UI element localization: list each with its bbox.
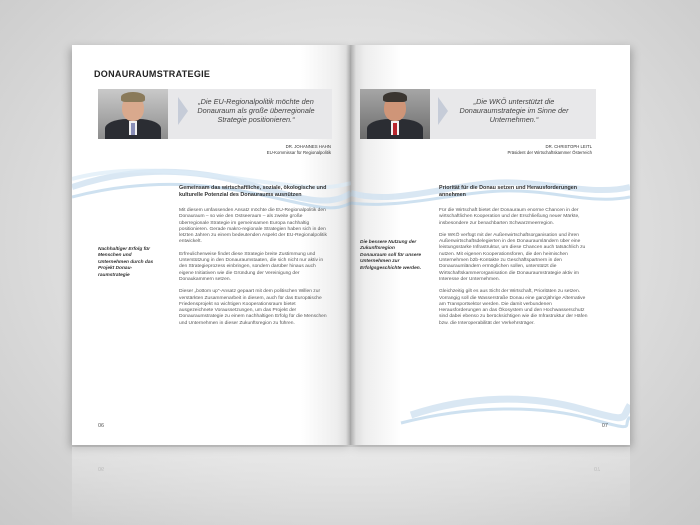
wave-decoration-bottom [351,375,630,435]
body-text [179,208,329,333]
reflected-page-number: 07 [594,465,601,471]
portrait-photo [360,89,430,139]
paragraph: Für die Wirtschaft bietet der Donauraum enorme Chancen in der wirtschaftlichen Kooperation und der Erschließung neuer Märkte, insbesondere zur benachbarten Schwarzmeerregion. [439,208,580,226]
side-note: Die bessere Nutzung der Zukunftsregion Donauraum soll für unsere Unternehmen zur Erfolgsgeschichte werden. [360,240,422,271]
table-reflection [72,447,630,525]
section-title: DONAURAUMSTRATEGIE [94,69,211,79]
page-number: 07 [601,423,608,429]
quote-attribution [507,144,592,156]
left-page [72,45,351,445]
right-page [351,45,630,445]
quote-name: DR. CHRISTOPH LEITL [545,144,592,149]
paragraph: Gleichzeitig gilt es aus Sicht der Wirtschaft, Prioritäten zu setzen. Vorrangig soll die Wasserstraße Donau eine ganzjährige Alternative am Transportsektor werden. Die damit verbundenen Herausforderungen an das Ökosystem und den Hochwasserschutz sind dabei ebenso zu berücksichtigen wie die Infrastruktur der Häfen bzw. die Interoperabilität der Verkehrsträger. [439,289,588,326]
book-gutter [346,45,356,445]
brochure-spread [72,45,630,445]
paragraph: Mit diesem umfassenden Ansatz möchte die EU-Regionalpolitik den Donauraum – so wie den Ostseeraum – als zweite große überregionale Strategie im gemeinsamen Europa nachhaltig positionieren. Gerade makro-regionale Strategien haben sich in den letzten Jahren zu einem bedeutenden Aspekt der EU-Regionalpolitik entwickelt. [179,208,327,245]
quote-role: EU-Kommissar für Regionalpolitik [266,150,331,155]
quote-name: DR. JOHANNES HAHN [285,144,331,149]
paragraph: Die WKÖ verfügt mit der Außenwirtschaftsorganisation und ihren Außenwirtschaftsdelegierten in den Donauraumländern über eine leistungsstarke Infrastruktur, um diese Chancen auch tatsächlich zu nutzen. Mit eigenen Kooperationsforen, die den heimischen Unternehmen b2b-Kontakte zu Geschäftspartnern in den Donauraumländern ermöglichen sollen, unterstützt die Wirtschaftskammerorganisation die Donauraumstrategie aktiv im Interesse der Unternehmen. [439,232,586,282]
quote-text: „Die WKÖ unterstützt die Donauraumstrategie im Sinne der Unternehmen.“ [459,97,569,124]
quote-box-hahn [98,89,332,139]
paragraph: Dieser „bottom up“-Ansatz gepaart mit dem politischen Willen zur verstärkten Zusammenarbeit in diesem, auch für das Europäische Friedensprojekt so wichtigen Kooperationsraum bietet ausgezeichnete Voraussetzungen, um das Projekt der Donauraumstrategie zu einem nachhaltigen Erfolg für die Menschen und Unternehmen in dieser Zukunftsregion zu führen. [179,289,327,326]
body-text [439,208,589,333]
reflected-page-number: 06 [98,465,105,471]
quote-box-leitl [360,89,596,139]
side-note: Nachhaltiger Erfolg für Menschen und Unternehmen durch das Projekt Donau-raumstrategie [98,247,154,278]
page-number: 06 [98,423,105,429]
quote-attribution [267,144,331,156]
quote-role: Präsident der Wirtschaftskammer Österreich [507,150,592,155]
column-title: Priorität für die Donau setzen und Herausforderungen annehmen [439,185,578,198]
quote-text: „Die EU-Regionalpolitik möchte den Donauraum als große überregionale Strategie positionieren.“ [197,97,315,124]
portrait-photo [98,89,168,139]
column-title: Gemeinsam das wirtschaftliche, soziale, ökologische und kulturelle Potenzial des Donauraums ausnützen [179,185,327,198]
paragraph: Erfreulicherweise findet diese Strategie breite Zustimmung und Unterstützung in den Donauraumstaaten, die sich nicht nur aktiv in den Strategieprozess einbringen, sondern darüber hinaus auch eigene Initiativen wie die Gründung der Vereinigung der Donaukammern setzen. [179,251,324,282]
